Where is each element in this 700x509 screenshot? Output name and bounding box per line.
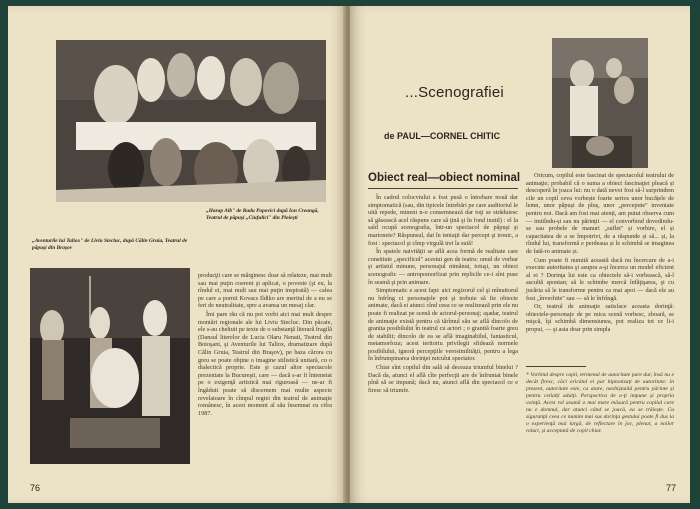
dancers-illustration (30, 268, 190, 464)
col1-paragraph-4: Chiar sînt copilul din sală să deceaza triumful binelui ? Dacă da, atunci el află cîte perfecţii are de înfruntat binele pînă să se impună; dacă nu, atunci află din spectacol ce e firesc să triumfe. (368, 364, 518, 394)
footnote (526, 372, 674, 476)
right-text-column-1 (368, 194, 518, 474)
photo-harap-alb (56, 40, 326, 202)
caption-harap-alb: „Harap Alb" de Radu Popovici după Ion Creangă, Teatrul de păpuşi „Ciufulici" din Ploieşti (206, 208, 319, 221)
footnote-rule (526, 366, 586, 367)
photo-child-puppets (552, 38, 648, 168)
col2-paragraph-3: Or, teatrul de animaţie satisface aceasta dorinţă: obiectele-personaje de pe mica scenă vorbesc, zboară, se mişcă, îşi schimbă dimensiunea, pot realiza tot ce li-i propui, — şi asta doar prin simpla (526, 303, 674, 333)
caption-aventurile: „Aventurile lui Taliox" de Liviu Stecluc, după Călin Gruia, Teatrul de păpuşi din Braşov (32, 238, 188, 251)
right-text-column-2 (526, 172, 674, 362)
page-number-left: 76 (30, 483, 41, 493)
page-number-right: 77 (665, 483, 676, 493)
article-byline: de PAUL—CORNEL CHITIC (384, 131, 501, 141)
left-text-column (198, 272, 332, 472)
col2-paragraph-2: Cum poate fi numită această dacă nu încercare de a-i execute autoritatea şi asupra a-şi încerca un model eficient al ei ? Dorinţa lui este ca obiectele să-i vorbească, să-l ascultă spontan; să le schimbe mercă înfăţişarea, şi cu jucăria să le transforme pentru ca mai apoi — dacă ele au fost „învechite" sau — să le înfrîngă. (526, 256, 674, 302)
child-with-puppets-illustration (552, 38, 648, 168)
right-page (350, 6, 690, 503)
left-paragraph-2: Îmi pare rău că nu pot vorbi aici mai mult despre montări regionale ale lui Liviu Stecluc. Din păcate, ele s-au cheltuit pe texte de o substanţă literară fragilă (Dansul literelor de Lucia Olaru Nenati, Teatrul din Botoşani, şi Aventurile lui Taliox, dramatizare după Călin Gruia, Teatrul din Braşov), pe baza cărora cu greu se poate obţine o imagine stilistică unitară, cu o dialectică proprie. Este şi cazul altor spectacole prezentate la Bucureşti, care — dacă s-ar fi întemeiat pe o exigenţă artistică mai riguroasă — ne-ar fi îngăduit poate să discernem mai multe aspecte revelatoare în cîmpul regiei din teatrul de animaţie românesc, în acest moment al său însemnat cu cifra 1987. (198, 310, 332, 417)
puppet-stage-illustration (56, 40, 326, 202)
col1-paragraph-3: Simptomatic e acest fapt: aici regizorul cel şi mînuitorul nu înfrîng ci personajele pot şi trebuie să fie obiecte animate, dacă ei atunci cînd ceea ce se realizează prin ele nu poate fi realizat pe scenă de actorul-personaj; aşadar, teatrul de animaţie există pentru că tărîmul său se află dincolo de granita posibilului în teatrul cu actori ; o granită foarte greu de stabilit; dincolo de ea se află imaginabilul, fantasticul, metamorfoza; acest teritoriu privilegii sfidează normele posibilului, ignoră percepţiile verosimilităţii, pentru a lega în înfrumpinarea dorinţei micului spectator. (368, 287, 518, 363)
footnote-text: Vorbind despre copii, termenul de autoritate pare dur, însă nu e decât firesc, căci oricând ei par hipnotizați de autoritate: în prezent, autoritate este, ca atare, neobișnuită pentru părinte și pentru ceilalți adulți. Perspectiva de a-ţi impune și propria voinţă. Acest rol asumă o mai mare măsură pentru copilul care nu e domnul, dar atunci când se joacă, ea se trăiește. Cu siguranţă ceea ce numim mai sus dorinţa gestului poate fi dus la o experienţă mai largă, de reflectare în joc, plenar, a noilor roluri, și acceptată de copil chiar. (526, 372, 674, 434)
photo-aventurile (30, 268, 190, 464)
col1-paragraph-2: În spatele naivităţii se află acea formă de realitate care constituie „specificul" acestui gen de teatru: omul de vorbar şi artistul minune, personajul nimănui, totuşi, un obiect scenografic — antropomorfizat prin replicile ce-i sînt puse în seamă şi prin animare. (368, 248, 518, 286)
section-subhead: Obiect real—obiect nominal (368, 172, 521, 184)
footnote-marker: * (526, 372, 531, 378)
col2-paragraph-1: Oricum, copilul este fascinat de spectacolul teatrului de animaţie; probabil că o suma a obiect fascinaţiei pleacă și descoperă în joaca lui: nu o dată nevoi fost să-l surprindem cile un copil ceva vorbește foarte serios unor bucățele de lemn, unor păpuși de pluș, unor „percepute" inventate pentru noi. Dacă am fost mai atenți, am putut observa cum — imitîndu-și sau nu părinții — el convorbind dovedindu-se sau probele de manuri „suflet" și vorbire, el și capacitatea de a se împotrivi, de a răspunde și să... și, la rîndul lui, transformă e perdeaua și le schimbă se imaginea de fată-ro animate și. (526, 172, 674, 255)
subhead-rule (368, 188, 518, 189)
col1-paragraph-1: În cadrul colocviului a fost pusă o întrebare nouă dar simptomatică (sau, din tipicele întrebări pe care auditoriul le uită repede, mineni n-o consemnează dar toţi se străduiesc să găsească acel răspuns care să ţină şi în fond inutil) : el la sald ocupă scenografia, într-un spectacol de păpuşi şi marionete? Răspunsul, dat în tentaţii dar percept şi ironic, a fost : spectacol şi cîmp virgulă trei la sută! (368, 194, 518, 247)
article-title: ...Scenografiei (405, 84, 504, 101)
left-page (8, 6, 346, 503)
left-paragraph-1: producţii care se mărginesc doar să relateze, mai mult sau mai puţin coerent şi aplicat, o poveste (şi eu, la rîndul ei, mai mult sau mai puţin inspirată) — calea pe care a pornit Kovacs Ildiko are meritul de a nu se feri de neutralitate, spre a avansa un mesaj clar. (198, 272, 332, 310)
